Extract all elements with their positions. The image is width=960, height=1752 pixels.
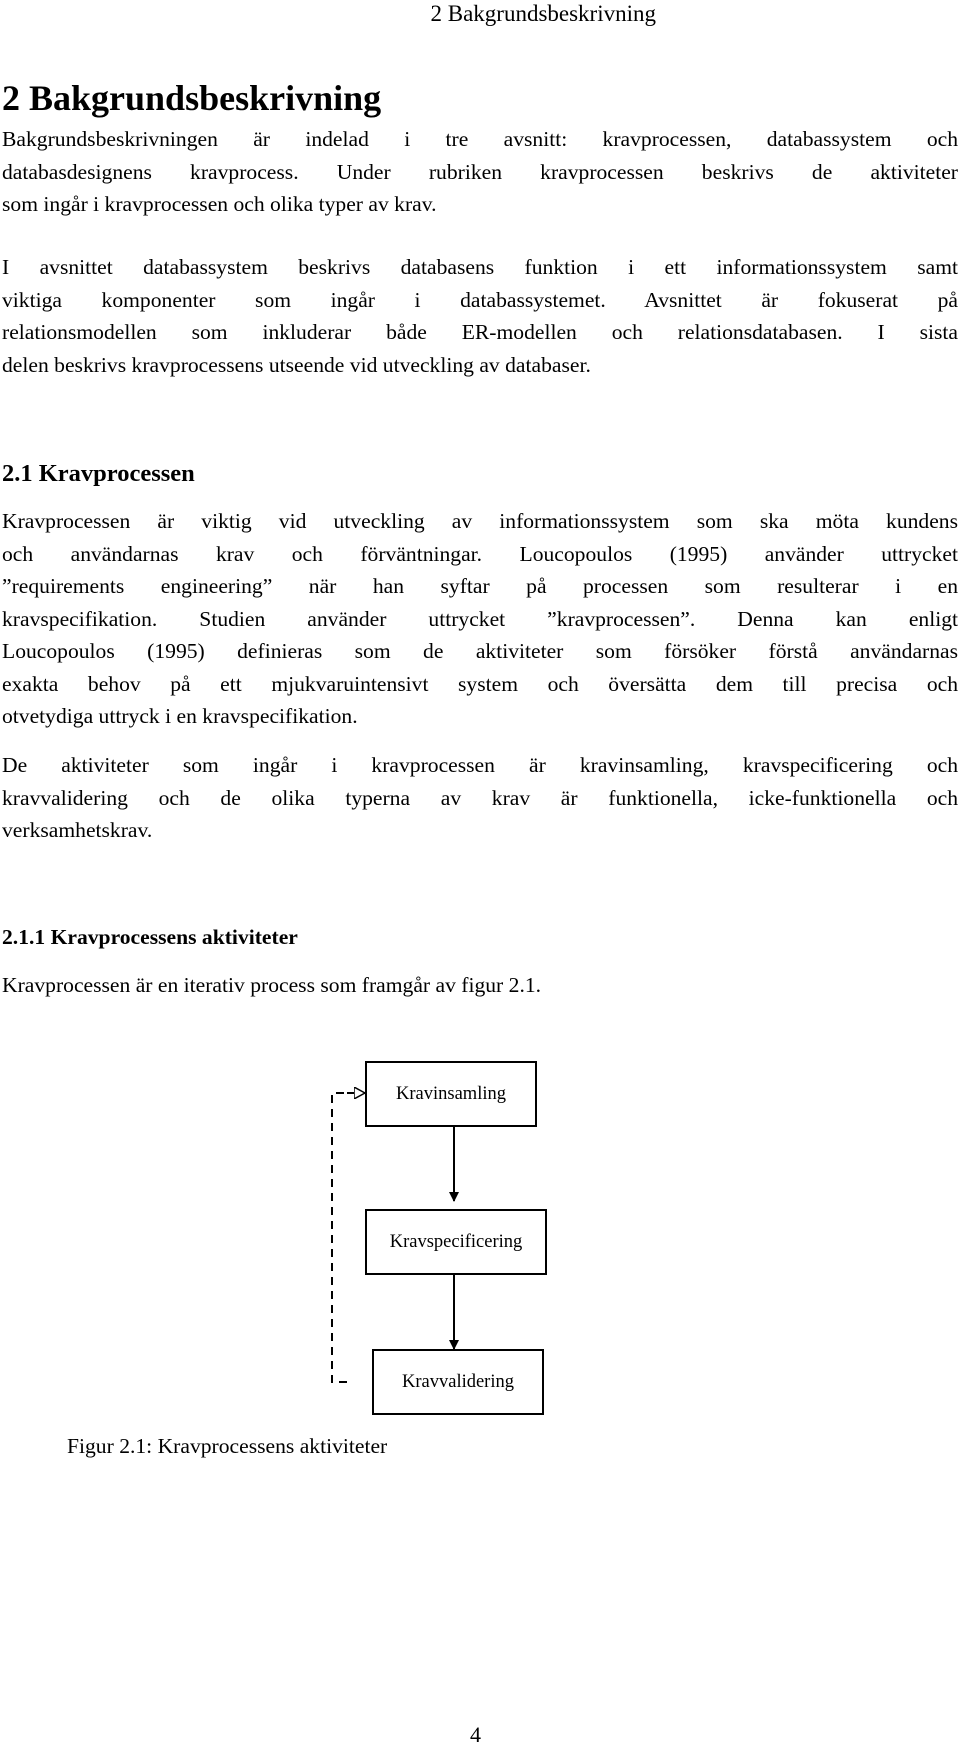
text-line: kravspecifikation. Studien använder uttrycket ”kravprocessen”. Denna kan enligt [2, 606, 958, 631]
running-header: 2 Bakgrundsbeskrivning [430, 1, 656, 26]
text-line: kravvalidering och de olika typerna av krav är funktionella, icke-funktionella och [2, 785, 958, 810]
flow-box-kravinsamling: Kravinsamling [365, 1061, 537, 1127]
text-line: viktiga komponenter som ingår i databassystemet. Avsnittet är fokuserat på [2, 287, 958, 312]
text-line: delen beskrivs kravprocessens utseende vid utveckling av databaser. [2, 352, 591, 377]
text-line: verksamhetskrav. [2, 818, 153, 842]
text-line: Bakgrundsbeskrivningen är indelad i tre avsnitt: kravprocessen, databassystem och [2, 127, 958, 151]
text-line: databasdesignens kravprocess. Under rubriken kravprocessen beskrivs de aktiviteter [2, 159, 958, 184]
section-2-1-1-paragraph: Kravprocessen är en iterativ process som framgår av figur 2.1. [2, 973, 542, 997]
text-line: De aktiviteter som ingår i kravprocessen är kravinsamling, kravspecificering och [2, 753, 958, 777]
iteration-loop-dashed [332, 1093, 347, 1382]
text-line: otvetydiga uttryck i en kravspecifikation. [2, 704, 358, 728]
figure-caption: Figur 2.1: Kravprocessens aktiviteter [67, 1434, 388, 1458]
page-number: 4 [470, 1722, 481, 1747]
text-line: exakta behov på ett mjukvaruintensivt system och översätta dem till precisa och [2, 671, 958, 696]
chapter-title: 2 Bakgrundsbeskrivning [2, 78, 382, 118]
text-line: Loucopoulos (1995) definieras som de aktiviteter som försöker förstå användarnas [2, 639, 958, 663]
section-heading-2-1: 2.1 Kravprocessen [2, 460, 195, 487]
text-line: I avsnittet databassystem beskrivs databasens funktion i ett informationssystem samt [2, 255, 958, 279]
text-line: och användarnas krav och förväntningar. Loucopoulos (1995) använder uttrycket [2, 541, 958, 566]
section-heading-2-1-1: 2.1.1 Kravprocessens aktiviteter [2, 925, 298, 949]
text-line: relationsmodellen som inkluderar både ER-modellen och relationsdatabasen. I sista [2, 320, 958, 344]
text-line: ”requirements engineering” när han syftar på processen som resulterar i en [2, 574, 958, 598]
text-line: som ingår i kravprocessen och olika typer av krav. [2, 192, 437, 216]
text-line: Kravprocessen är viktig vid utveckling av informationssystem som ska möta kundens [2, 509, 958, 533]
flow-box-kravspecificering: Kravspecificering [365, 1209, 547, 1275]
flow-box-kravvalidering: Kravvalidering [372, 1349, 544, 1415]
